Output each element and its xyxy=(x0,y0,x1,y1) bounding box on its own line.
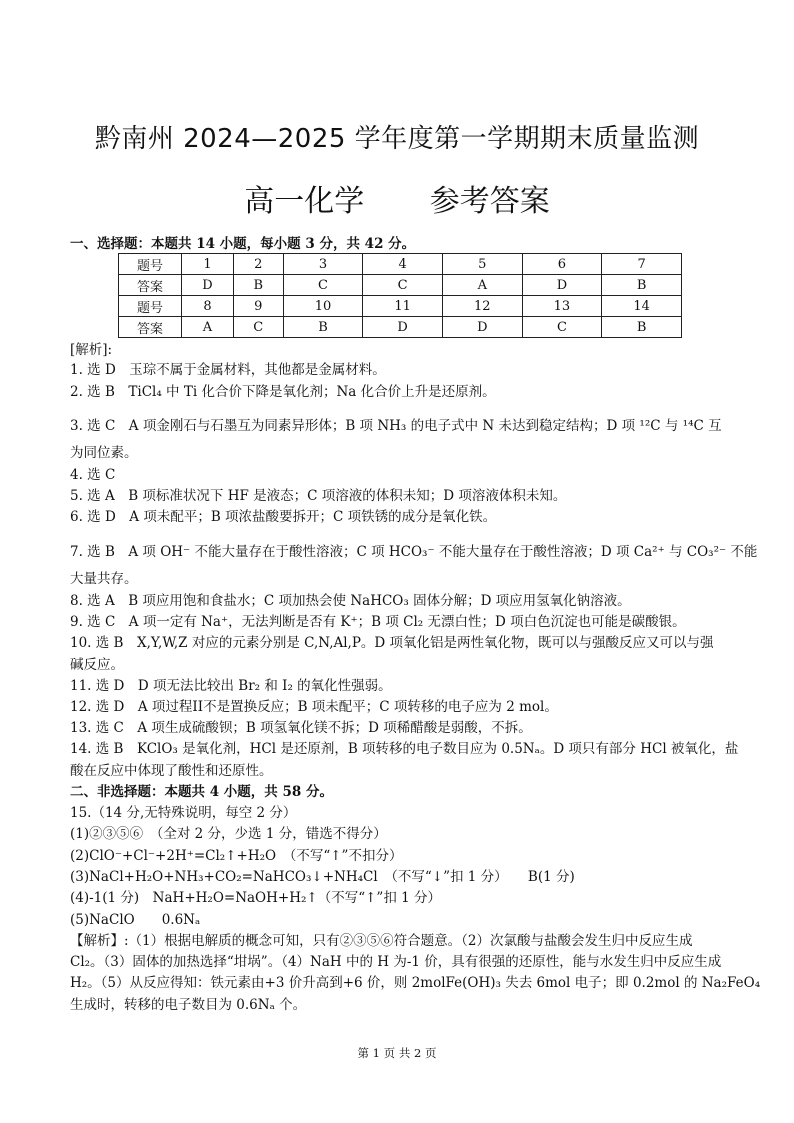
table-cell: 12 xyxy=(442,296,522,317)
explanation-line: 5. 选 A B 项标准状况下 HF 是液态；C 项溶液的体积未知；D 项溶液体积未知。 xyxy=(70,488,567,504)
q15-analysis-line: 生成时，转移的电子数目为 0.6Nₐ 个。 xyxy=(70,997,307,1013)
table-cell: 4 xyxy=(363,254,443,275)
table-row xyxy=(119,296,682,317)
table-cell: B xyxy=(602,317,682,338)
q15-line: (4)-1(1 分) NaH+H₂O=NaOH+H₂↑（不写“↑”扣 1 分） xyxy=(70,890,441,906)
table-cell: B xyxy=(283,317,363,338)
table-cell: 14 xyxy=(602,296,682,317)
q15-analysis-line: 【解析】:（1）根据电解质的概念可知，只有②③⑤⑥符合题意。（2）次氯酸与盐酸会发生归中反应生成 xyxy=(70,933,693,949)
table-row xyxy=(119,275,682,296)
page-subtitle xyxy=(0,176,794,220)
explanation-line: 12. 选 D A 项过程II不是置换反应；B 项未配平；C 项转移的电子应为 2 mol。 xyxy=(70,699,558,715)
explanation-line: 2. 选 B TiCl₄ 中 Ti 化合价下降是氧化剂；Na 化合价上升是还原剂。 xyxy=(70,384,496,400)
table-cell: 2 xyxy=(233,254,283,275)
table-cell: 8 xyxy=(182,296,234,317)
explanation-line: 9. 选 C A 项一定有 Na⁺，无法判断是否有 K⁺；B 项 Cl₂ 无漂白性；D 项白色沉淀也可能是碳酸银。 xyxy=(70,614,686,630)
table-cell: 答案 xyxy=(119,275,182,296)
table-cell: 5 xyxy=(442,254,522,275)
q15-line: (3)NaCl+H₂O+NH₃+CO₂=NaHCO₃↓+NH₄Cl （不写“↓”扣 1 分） B(1 分) xyxy=(70,869,575,885)
table-cell: 7 xyxy=(602,254,682,275)
explanation-line: 3. 选 C A 项金刚石与石墨互为同素异形体；B 项 NH₃ 的电子式中 N 未达到稳定结构；D 项 ¹²C 与 ¹⁴C 互 xyxy=(70,418,722,434)
q15-line: (2)ClO⁻+Cl⁻+2H⁺=Cl₂↑+H₂O （不写“↑”不扣分） xyxy=(70,848,403,864)
explanation-line: 酸在反应中体现了酸性和还原性。 xyxy=(70,763,273,779)
table-cell: D xyxy=(182,275,234,296)
explanation-line: 7. 选 B A 项 OH⁻ 不能大量存在于酸性溶液；C 项 HCO₃⁻ 不能大量存在于酸性溶液；D 项 Ca²⁺ 与 CO₃²⁻ 不能 xyxy=(70,544,758,560)
table-cell: 答案 xyxy=(119,317,182,338)
explanation-line: 1. 选 D 玉琮不属于金属材料，其他都是金属材料。 xyxy=(70,362,386,378)
q15-analysis-line: Cl₂。（3）固体的加热选择“坩埚”。（4）NaH 中的 H 为-1 价，具有很强的还原性，能与水发生归中反应生成 xyxy=(70,954,722,970)
explanation-line: 4. 选 C xyxy=(70,467,116,483)
q15-line: (5)NaClO 0.6Nₐ xyxy=(70,912,201,928)
table-cell: 题号 xyxy=(119,296,182,317)
explanation-line: 13. 选 C A 项生成硫酸钡；B 项氢氧化镁不拆；D 项稀醋酸是弱酸，不拆。 xyxy=(70,720,532,736)
answer-table xyxy=(118,253,682,338)
section1-header: 一、选择题：本题共 14 小题，每小题 3 分，共 42 分。 xyxy=(70,236,416,252)
table-cell: B xyxy=(233,275,283,296)
section2-header: 二、非选择题：本题共 4 小题，共 58 分。 xyxy=(70,784,333,800)
table-row xyxy=(119,254,682,275)
table-cell: 题号 xyxy=(119,254,182,275)
table-cell: C xyxy=(363,275,443,296)
explanation-line: 大量共存。 xyxy=(70,571,138,587)
table-cell: C xyxy=(522,317,602,338)
explanation-line: 6. 选 D A 项未配平；B 项浓盐酸要拆开；C 项铁锈的成分是氧化铁。 xyxy=(70,509,497,525)
explanation-line: 8. 选 A B 项应用饱和食盐水；C 项加热会使 NaHCO₃ 固体分解；D 项应用氢氧化钠溶液。 xyxy=(70,593,631,609)
table-cell: 6 xyxy=(522,254,602,275)
table-cell: A xyxy=(442,275,522,296)
table-cell: A xyxy=(182,317,234,338)
subject-label: 高一化学 xyxy=(244,184,365,219)
table-cell: B xyxy=(602,275,682,296)
page-title: 黔南州 2024—2025 学年度第一学期期末质量监测 xyxy=(94,124,700,154)
q15-analysis-line: H₂。（5）从反应得知：铁元素由+3 价升高到+6 价，则 2molFe(OH)₃ 失去 6mol 电子；即 0.2mol 的 Na₂FeO₄ xyxy=(70,975,761,991)
q15-line: 15.（14 分,无特殊说明，每空 2 分） xyxy=(70,805,297,821)
page-footer: 第 1 页 共 2 页 xyxy=(357,1046,437,1060)
explanation-line: 14. 选 B KClO₃ 是氧化剂，HCl 是还原剂，B 项转移的电子数目应为 0.5Nₐ。D 项只有部分 HCl 被氧化，盐 xyxy=(70,741,739,757)
table-cell: C xyxy=(283,275,363,296)
table-cell: 13 xyxy=(522,296,602,317)
explanation-line: 碱反应。 xyxy=(70,657,124,673)
table-cell: 3 xyxy=(283,254,363,275)
table-cell: 11 xyxy=(363,296,443,317)
explanation-line: 为同位素。 xyxy=(70,445,138,461)
table-cell: D xyxy=(522,275,602,296)
table-cell: 10 xyxy=(283,296,363,317)
explanation-line: 11. 选 D D 项无法比较出 Br₂ 和 I₂ 的氧化性强弱。 xyxy=(70,678,392,694)
explanation-line: 10. 选 B X,Y,W,Z 对应的元素分别是 C,N,Al,P。D 项氧化铝是两性氧化物，既可以与强酸反应又可以与强 xyxy=(70,635,714,651)
analysis-header: [解析]: xyxy=(70,342,113,358)
table-cell: C xyxy=(233,317,283,338)
table-cell: D xyxy=(363,317,443,338)
answer-label: 参考答案 xyxy=(429,184,550,219)
table-cell: 9 xyxy=(233,296,283,317)
table-row xyxy=(119,317,682,338)
q15-line: (1)②③⑤⑥ （全对 2 分，少选 1 分，错选不得分） xyxy=(70,826,387,842)
table-cell: 1 xyxy=(182,254,234,275)
table-cell: D xyxy=(442,317,522,338)
